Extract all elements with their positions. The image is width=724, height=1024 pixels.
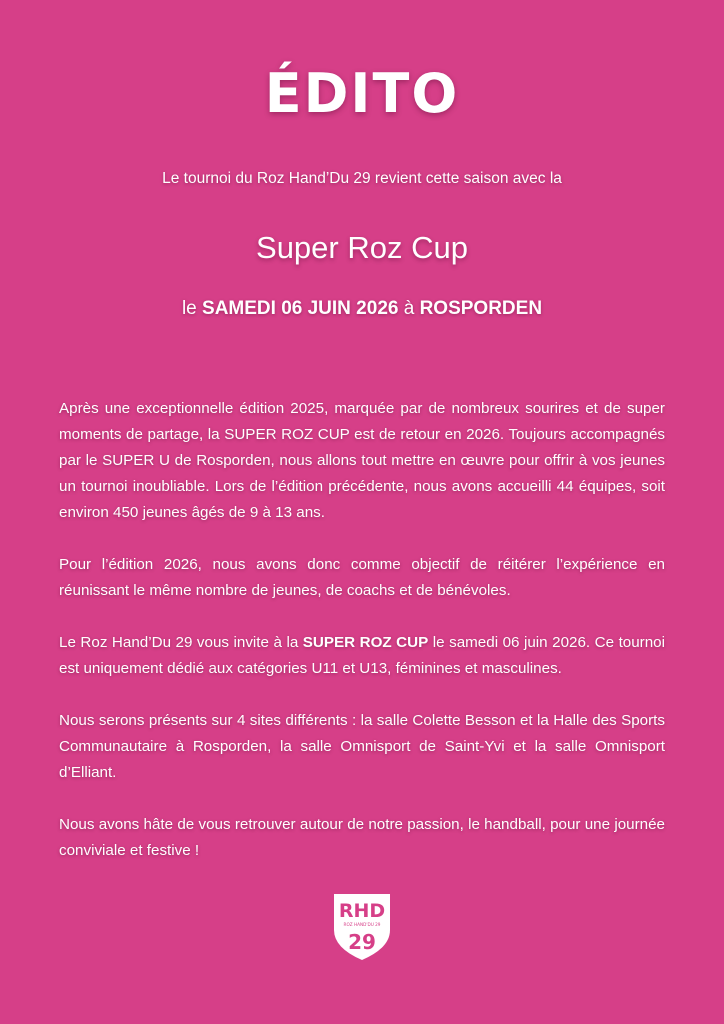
- logo-number: 29: [348, 930, 376, 954]
- event-date-prefix: le: [181, 298, 203, 319]
- logo-initials: RHD: [338, 900, 386, 922]
- paragraph-2: Pour l’édition 2026, nous avons donc comme objectif de réitérer l’expérience en réunissant le même nombre de jeunes, de coachs et de bénévoles.: [59, 556, 665, 599]
- paragraph-3-highlight: SUPER ROZ CUP: [302, 634, 429, 651]
- event-date-middle: à: [398, 298, 420, 319]
- paragraph-3-start: Le Roz Hand’Du 29 vous invite à la: [59, 634, 303, 651]
- edito-body: [59, 396, 665, 890]
- event-date: SAMEDI 06 JUIN 2026: [202, 298, 399, 319]
- paragraph-1: Après une exceptionnelle édition 2025, marquée par de nombreux sourires et de super moments de partage, la SUPER ROZ CUP est de retour en 2026. Toujours accompagnés par le SUPER U de Rosporden, nous allons tout mettre en œuvre pour offrir à vos jeunes un tournoi inoubliable. Lors de l’édition précédente, nous avons accueilli 44 équipes, soit environ 450 jeunes âgés de 9 à 13 ans.: [59, 400, 665, 521]
- intro-text: Le tournoi du Roz Hand’Du 29 revient cette saison avec la: [162, 170, 562, 187]
- paragraph-4: Nous serons présents sur 4 sites différents : la salle Colette Besson et la Halle des Sports Communautaire à Rosporden, la salle Omnisport de Saint-Yvi et la salle Omnisport d’Elliant.: [59, 712, 665, 781]
- logo-tagline: ROZ HAND'DU 29: [343, 922, 381, 927]
- club-logo: [330, 890, 394, 962]
- paragraph-3-end: le samedi 06 juin 2026. Ce tournoi est uniquement dédié aux catégories U11 et U13, féminines et masculines.: [59, 634, 666, 677]
- paragraph-3: [59, 630, 665, 682]
- event-place: ROSPORDEN: [419, 298, 543, 319]
- page-title: ÉDITO: [264, 62, 460, 125]
- paragraph-5: Nous avons hâte de vous retrouver autour de notre passion, le handball, pour une journée conviviale et festive !: [59, 816, 665, 859]
- event-date-line: [0, 298, 724, 320]
- event-name: Super Roz Cup: [256, 230, 468, 265]
